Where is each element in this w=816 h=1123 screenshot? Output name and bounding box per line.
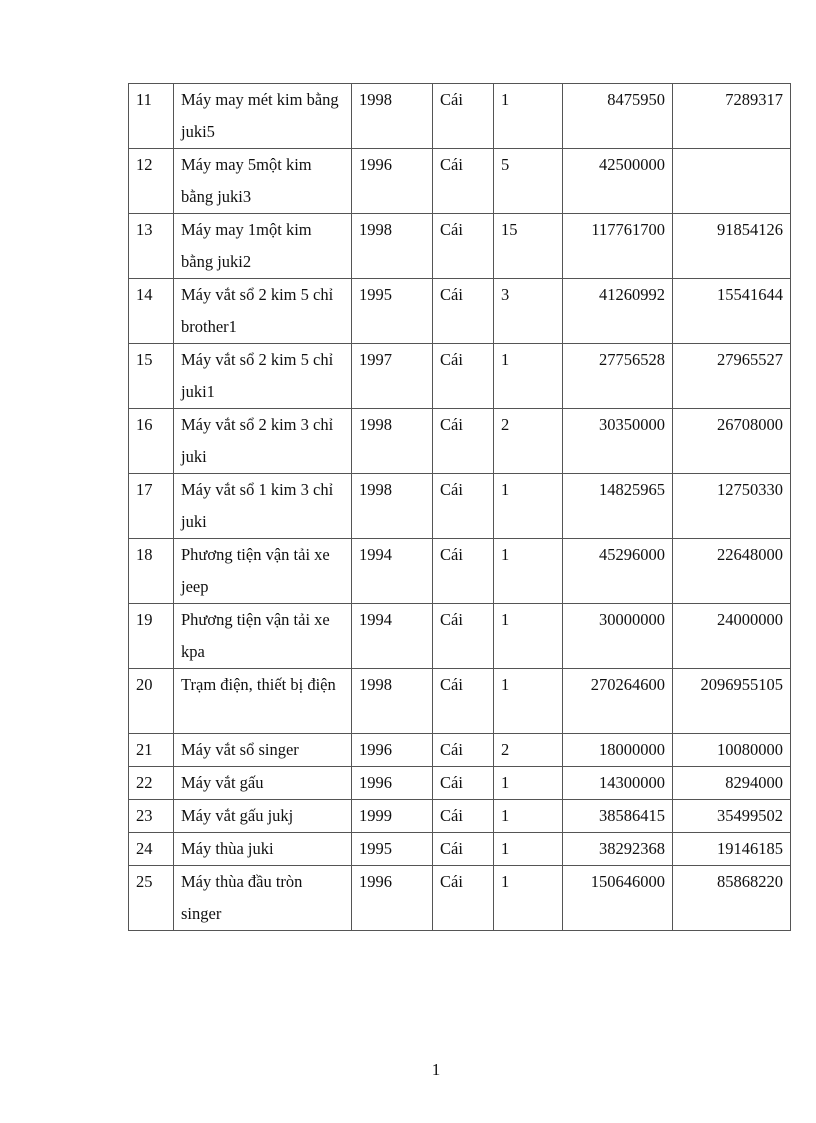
cell-value2: 2096955105 (673, 669, 791, 734)
cell-value1: 27756528 (563, 344, 673, 409)
cell-value2: 8294000 (673, 767, 791, 800)
cell-no: 16 (129, 409, 174, 474)
table-row (129, 669, 791, 734)
table-row (129, 214, 791, 279)
cell-name: Máy vắt gấu jukj (174, 800, 352, 833)
cell-value1: 30000000 (563, 604, 673, 669)
cell-year: 1994 (352, 539, 433, 604)
table-row (129, 344, 791, 409)
cell-unit: Cái (433, 734, 494, 767)
cell-name: Máy may 1một kim bằng juki2 (174, 214, 352, 279)
cell-unit: Cái (433, 279, 494, 344)
cell-no: 22 (129, 767, 174, 800)
cell-value2: 10080000 (673, 734, 791, 767)
table-row (129, 279, 791, 344)
cell-no: 21 (129, 734, 174, 767)
cell-no: 19 (129, 604, 174, 669)
cell-name: Máy thùa juki (174, 833, 352, 866)
cell-unit: Cái (433, 866, 494, 931)
cell-value1: 38586415 (563, 800, 673, 833)
cell-value2: 27965527 (673, 344, 791, 409)
table-row (129, 84, 791, 149)
cell-year: 1998 (352, 474, 433, 539)
cell-qty: 3 (494, 279, 563, 344)
cell-unit: Cái (433, 767, 494, 800)
cell-value2: 7289317 (673, 84, 791, 149)
cell-no: 24 (129, 833, 174, 866)
cell-qty: 1 (494, 800, 563, 833)
table-body (129, 84, 791, 931)
cell-name: Máy may mét kim bằng juki5 (174, 84, 352, 149)
cell-unit: Cái (433, 800, 494, 833)
cell-qty: 5 (494, 149, 563, 214)
cell-qty: 1 (494, 669, 563, 734)
cell-no: 11 (129, 84, 174, 149)
cell-value1: 270264600 (563, 669, 673, 734)
cell-unit: Cái (433, 409, 494, 474)
cell-year: 1999 (352, 800, 433, 833)
cell-year: 1998 (352, 669, 433, 734)
cell-value1: 14300000 (563, 767, 673, 800)
cell-value1: 41260992 (563, 279, 673, 344)
cell-no: 15 (129, 344, 174, 409)
cell-value2: 91854126 (673, 214, 791, 279)
cell-no: 14 (129, 279, 174, 344)
cell-year: 1998 (352, 409, 433, 474)
cell-unit: Cái (433, 214, 494, 279)
cell-no: 18 (129, 539, 174, 604)
cell-no: 12 (129, 149, 174, 214)
cell-no: 25 (129, 866, 174, 931)
table-row (129, 800, 791, 833)
cell-no: 20 (129, 669, 174, 734)
cell-unit: Cái (433, 604, 494, 669)
cell-value2: 22648000 (673, 539, 791, 604)
cell-name: Máy vắt gấu (174, 767, 352, 800)
cell-year: 1996 (352, 734, 433, 767)
cell-value1: 8475950 (563, 84, 673, 149)
cell-value1: 18000000 (563, 734, 673, 767)
table-row (129, 833, 791, 866)
cell-name: Máy vắt sổ 2 kim 5 chỉ juki1 (174, 344, 352, 409)
cell-year: 1998 (352, 214, 433, 279)
cell-year: 1997 (352, 344, 433, 409)
cell-qty: 1 (494, 866, 563, 931)
cell-year: 1995 (352, 833, 433, 866)
cell-name: Máy vắt sổ singer (174, 734, 352, 767)
cell-no: 13 (129, 214, 174, 279)
cell-value1: 30350000 (563, 409, 673, 474)
cell-value1: 42500000 (563, 149, 673, 214)
cell-year: 1998 (352, 84, 433, 149)
cell-qty: 1 (494, 344, 563, 409)
cell-year: 1996 (352, 866, 433, 931)
table-row (129, 474, 791, 539)
cell-value1: 14825965 (563, 474, 673, 539)
cell-name: Phương tiện vận tải xe jeep (174, 539, 352, 604)
cell-value2 (673, 149, 791, 214)
page-number: 1 (431, 1060, 441, 1079)
cell-value2: 85868220 (673, 866, 791, 931)
cell-year: 1994 (352, 604, 433, 669)
cell-year: 1996 (352, 767, 433, 800)
cell-name: Máy thùa đầu tròn singer (174, 866, 352, 931)
table-row (129, 866, 791, 931)
cell-value1: 117761700 (563, 214, 673, 279)
table-row (129, 539, 791, 604)
cell-value1: 38292368 (563, 833, 673, 866)
cell-value2: 24000000 (673, 604, 791, 669)
cell-no: 17 (129, 474, 174, 539)
cell-qty: 1 (494, 474, 563, 539)
cell-qty: 2 (494, 734, 563, 767)
cell-qty: 15 (494, 214, 563, 279)
cell-unit: Cái (433, 539, 494, 604)
table-row (129, 734, 791, 767)
cell-unit: Cái (433, 149, 494, 214)
cell-year: 1996 (352, 149, 433, 214)
cell-value1: 45296000 (563, 539, 673, 604)
cell-name: Trạm điện, thiết bị điện (174, 669, 352, 734)
cell-value2: 19146185 (673, 833, 791, 866)
cell-name: Máy vắt sổ 2 kim 3 chỉ juki (174, 409, 352, 474)
cell-value2: 12750330 (673, 474, 791, 539)
table-row (129, 604, 791, 669)
cell-qty: 1 (494, 833, 563, 866)
table-row (129, 149, 791, 214)
cell-qty: 2 (494, 409, 563, 474)
cell-unit: Cái (433, 344, 494, 409)
cell-name: Máy vắt sổ 1 kim 3 chỉ juki (174, 474, 352, 539)
cell-unit: Cái (433, 833, 494, 866)
table-row (129, 767, 791, 800)
cell-unit: Cái (433, 474, 494, 539)
cell-qty: 1 (494, 539, 563, 604)
cell-qty: 1 (494, 604, 563, 669)
cell-value1: 150646000 (563, 866, 673, 931)
table-row (129, 409, 791, 474)
asset-table (128, 83, 791, 931)
cell-value2: 15541644 (673, 279, 791, 344)
cell-value2: 35499502 (673, 800, 791, 833)
cell-unit: Cái (433, 84, 494, 149)
cell-unit: Cái (433, 669, 494, 734)
cell-qty: 1 (494, 767, 563, 800)
cell-value2: 26708000 (673, 409, 791, 474)
cell-name: Máy vắt sổ 2 kim 5 chỉ brother1 (174, 279, 352, 344)
cell-qty: 1 (494, 84, 563, 149)
cell-year: 1995 (352, 279, 433, 344)
cell-no: 23 (129, 800, 174, 833)
cell-name: Phương tiện vận tải xe kpa (174, 604, 352, 669)
cell-name: Máy may 5một kim bằng juki3 (174, 149, 352, 214)
